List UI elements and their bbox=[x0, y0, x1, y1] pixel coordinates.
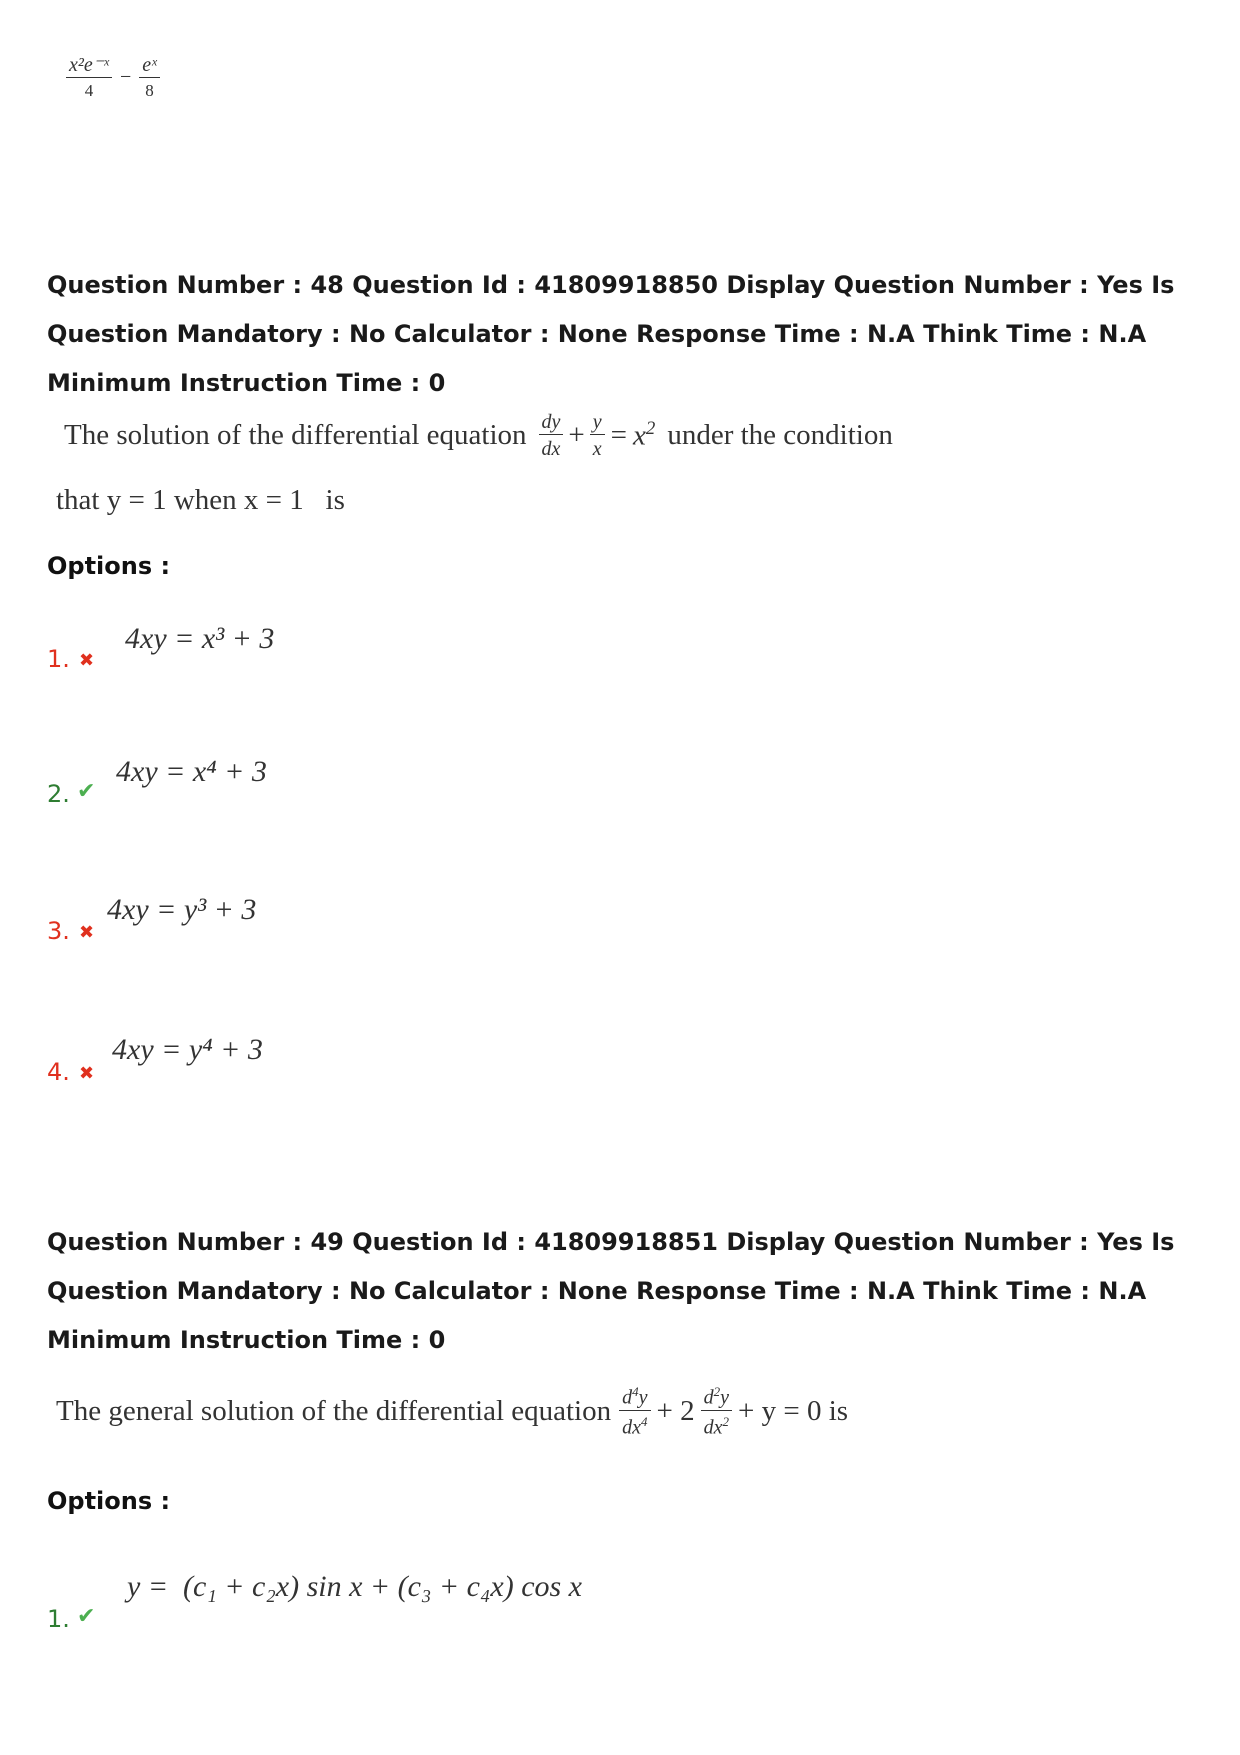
q49-question-suffix: + y = 0 is bbox=[738, 1394, 849, 1427]
q48-option-4-text: 4xy = y⁴ + 3 bbox=[112, 1033, 263, 1066]
q48-question-prefix: The solution of the differential equation bbox=[64, 419, 527, 451]
q49-option-1-number: 1. bbox=[47, 1605, 70, 1633]
q48-option-3-text: 4xy = y³ + 3 bbox=[107, 893, 257, 926]
fraction-right bbox=[139, 55, 160, 99]
wrong-mark-icon: ✖ bbox=[79, 650, 95, 671]
correct-mark-icon: ✔ bbox=[77, 779, 96, 804]
q48-option-4[interactable] bbox=[47, 1033, 447, 1093]
q48-equation: $\frac{dy}{dx}$ + $\frac{y}{x}$ = $x^2$ bbox=[539, 412, 656, 459]
q48-option-1-number: 1. bbox=[47, 645, 70, 673]
q48-question-suffix: under the condition bbox=[667, 419, 893, 451]
wrong-mark-icon: ✖ bbox=[79, 1063, 95, 1084]
fraction-right-numerator: eˣ bbox=[142, 54, 157, 76]
q48-option-1-text: 4xy = x³ + 3 bbox=[125, 622, 275, 655]
q49-option-1[interactable] bbox=[47, 1570, 747, 1640]
q48-option-3-number: 3. bbox=[47, 917, 70, 945]
q48-options-label: Options : bbox=[47, 552, 171, 580]
q48-option-2[interactable] bbox=[47, 755, 447, 815]
q48-option-2-text: 4xy = x⁴ + 3 bbox=[116, 755, 267, 788]
q48-question-line1 bbox=[64, 412, 893, 459]
q48-option-3[interactable] bbox=[47, 893, 447, 953]
fraction-left-denominator: 4 bbox=[84, 81, 94, 100]
q48-option-1[interactable] bbox=[47, 622, 447, 682]
q49-meta: Question Number : 49 Question Id : 41809918851 Display Question Number : Yes Is Question Mandatory : No Calculator : None Response Time : N.A Think Time : N.A Minimum Instruction Time : 0 bbox=[47, 1228, 1175, 1354]
fraction-right-denominator: 8 bbox=[145, 81, 154, 100]
q49-equation: $\frac{d^4y}{dx^4}$ + 2 $\frac{d^2y}{dx^2}$ bbox=[619, 1385, 732, 1437]
q48-option-4-number: 4. bbox=[47, 1058, 70, 1086]
q49-option-1-text: y = (c₁ + c₂x) sin x + (c₃ + c₄x) cos x bbox=[127, 1570, 582, 1603]
q49-question-line bbox=[56, 1385, 848, 1437]
q48-meta: Question Number : 48 Question Id : 41809918850 Display Question Number : Yes Is Question Mandatory : No Calculator : None Response Time : N.A Think Time : N.A Minimum Instruction Time : 0 bbox=[47, 271, 1175, 397]
previous-answer-expression bbox=[66, 55, 160, 99]
wrong-mark-icon: ✖ bbox=[79, 922, 95, 943]
correct-mark-icon: ✔ bbox=[77, 1604, 96, 1629]
fraction-left-numerator: x²e⁻ˣ bbox=[69, 54, 109, 76]
q49-options-label: Options : bbox=[47, 1487, 171, 1515]
q49-question-prefix: The general solution of the differential equation bbox=[56, 1394, 612, 1427]
minus-sign: − bbox=[119, 65, 132, 88]
fraction-left bbox=[66, 55, 112, 99]
q48-question-line2: that y = 1 when x = 1 is bbox=[56, 484, 345, 516]
q48-option-2-number: 2. bbox=[47, 780, 70, 808]
